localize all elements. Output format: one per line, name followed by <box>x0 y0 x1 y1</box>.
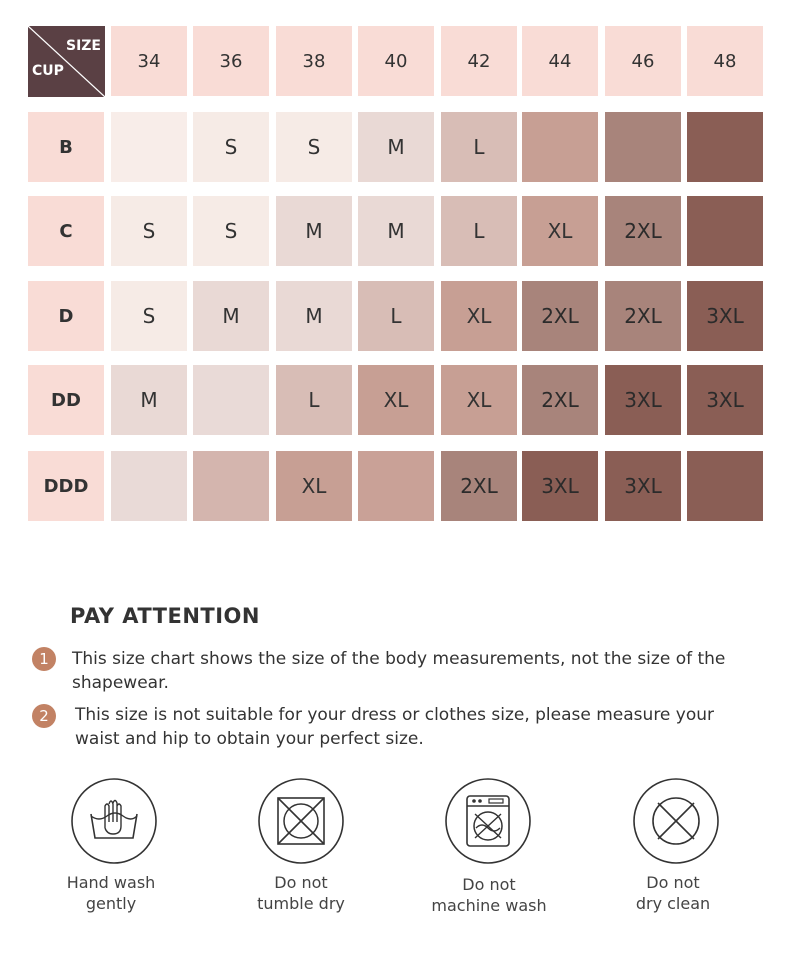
note-1-badge: 1 <box>32 647 56 671</box>
size-cell: S <box>276 112 352 182</box>
corner-cup-label: CUP <box>32 63 64 79</box>
no-machine-wash-label <box>409 874 569 916</box>
size-header-48: 48 <box>687 26 763 96</box>
size-cell: L <box>276 365 352 435</box>
size-cell <box>687 451 763 521</box>
cup-header-b: B <box>28 112 104 182</box>
no-machine-wash-label-1: Do not <box>462 875 516 894</box>
size-cell: 3XL <box>687 365 763 435</box>
size-header-40: 40 <box>358 26 434 96</box>
size-cell: L <box>441 112 517 182</box>
cup-header-dd: DD <box>28 365 104 435</box>
size-cell: 3XL <box>522 451 598 521</box>
corner-diagonal <box>28 26 105 97</box>
size-header-46: 46 <box>605 26 681 96</box>
size-cell <box>522 112 598 182</box>
size-cell <box>687 196 763 266</box>
no-tumble-dry-label-1: Do not <box>274 873 328 892</box>
size-cell <box>358 451 434 521</box>
size-cell: XL <box>276 451 352 521</box>
size-cell: XL <box>358 365 434 435</box>
size-cell: L <box>441 196 517 266</box>
size-cell <box>605 112 681 182</box>
note-2-badge: 2 <box>32 704 56 728</box>
size-cell <box>111 112 187 182</box>
note-2-line-2: waist and hip to obtain your perfect size. <box>75 729 424 749</box>
size-cell: XL <box>522 196 598 266</box>
size-cell: 2XL <box>441 451 517 521</box>
size-cell: 3XL <box>687 281 763 351</box>
note-1-line-2: shapewear. <box>72 673 169 693</box>
size-cell: XL <box>441 365 517 435</box>
size-cell: 3XL <box>605 365 681 435</box>
hand-wash-label <box>31 872 191 914</box>
cup-header-d: D <box>28 281 104 351</box>
size-cell: S <box>193 112 269 182</box>
size-header-44: 44 <box>522 26 598 96</box>
size-cell: 2XL <box>522 281 598 351</box>
no-dry-clean-label-1: Do not <box>646 873 700 892</box>
size-cell: M <box>276 281 352 351</box>
size-cell <box>687 112 763 182</box>
no-tumble-dry-label <box>221 872 381 914</box>
size-cell: M <box>358 196 434 266</box>
hand-wash-icon <box>69 776 159 866</box>
size-cell: S <box>193 196 269 266</box>
size-cell: M <box>358 112 434 182</box>
size-cell <box>193 451 269 521</box>
no-dry-clean-label-2: dry clean <box>635 894 711 913</box>
note-2-line-1: This size is not suitable for your dress or clothes size, please measure your <box>75 705 715 725</box>
no-dry-clean-label <box>593 872 753 914</box>
size-cell: S <box>111 281 187 351</box>
cup-header-ddd: DDD <box>28 451 104 521</box>
no-tumble-dry-icon <box>256 776 346 866</box>
pay-attention-title: PAY ATTENTION <box>70 604 260 628</box>
size-cell: S <box>111 196 187 266</box>
size-cell <box>111 451 187 521</box>
size-cell: XL <box>441 281 517 351</box>
size-header-36: 36 <box>193 26 269 96</box>
size-cell: L <box>358 281 434 351</box>
note-1 <box>72 647 725 695</box>
no-machine-wash-label-2: machine wash <box>431 896 547 915</box>
note-1-line-1: This size chart shows the size of the body measurements, not the size of the <box>72 649 726 669</box>
size-cell <box>193 365 269 435</box>
no-tumble-dry-label-2: tumble dry <box>257 894 345 913</box>
size-cell: M <box>276 196 352 266</box>
note-2 <box>75 703 714 751</box>
size-cell: 2XL <box>605 196 681 266</box>
no-dry-clean-icon <box>631 776 721 866</box>
size-header-42: 42 <box>441 26 517 96</box>
size-cup-corner <box>28 26 105 97</box>
size-header-38: 38 <box>276 26 352 96</box>
size-header-34: 34 <box>111 26 187 96</box>
size-cell: 2XL <box>605 281 681 351</box>
size-cell: 3XL <box>605 451 681 521</box>
hand-wash-label-2: gently <box>85 894 137 913</box>
size-cell: 2XL <box>522 365 598 435</box>
no-machine-wash-icon <box>443 776 533 866</box>
size-cell: M <box>111 365 187 435</box>
cup-header-c: C <box>28 196 104 266</box>
hand-wash-label-1: Hand wash <box>66 873 156 892</box>
corner-size-label: SIZE <box>65 38 101 54</box>
size-cell: M <box>193 281 269 351</box>
